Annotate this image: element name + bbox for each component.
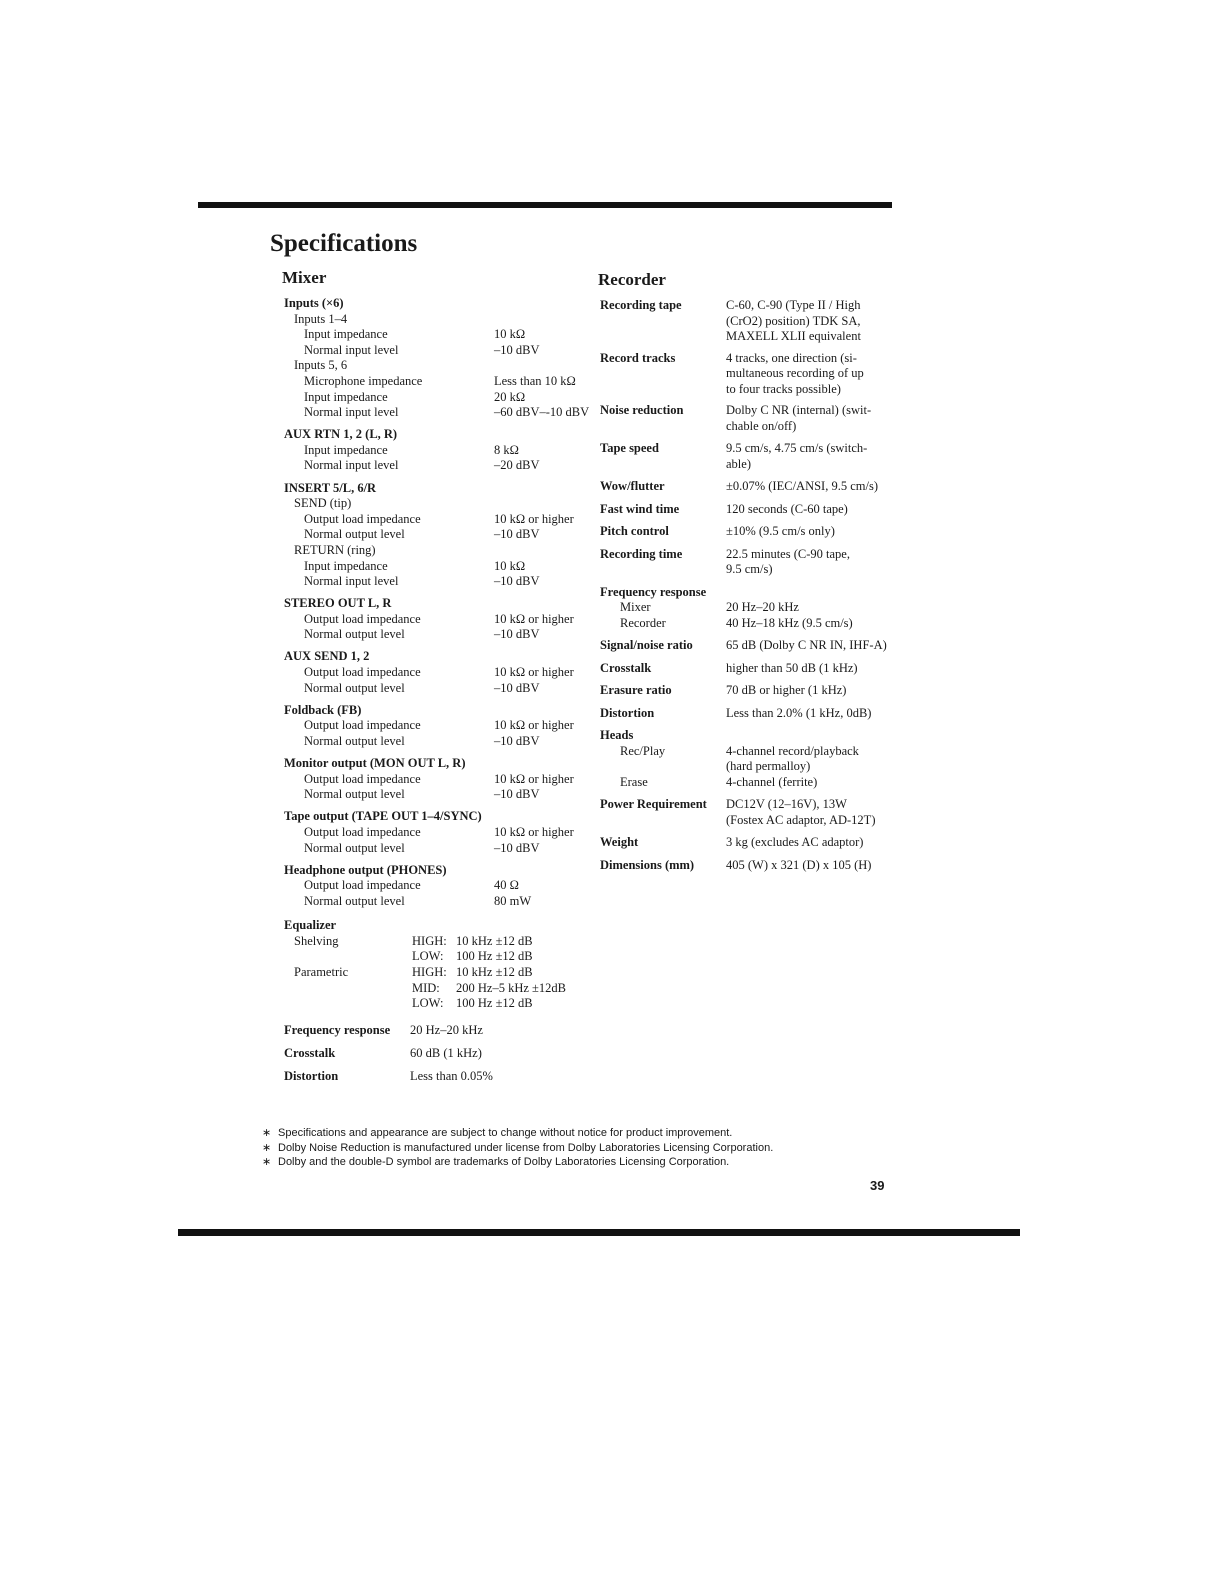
spec-value bbox=[484, 543, 584, 559]
spec-value: –10 dBV bbox=[494, 787, 540, 802]
spec-label: Inputs 1–4 bbox=[294, 311, 348, 326]
spec-label: Output load impedance bbox=[304, 511, 421, 526]
spec-value-line: DC12V (12–16V), 13W bbox=[726, 797, 847, 811]
spec-label: Recording tape bbox=[600, 298, 682, 312]
spec-value bbox=[726, 728, 888, 744]
equalizer-type: Parametric bbox=[294, 965, 349, 980]
spec-label: Output load impedance bbox=[304, 611, 421, 626]
spec-row bbox=[284, 787, 584, 803]
spec-value bbox=[484, 358, 584, 374]
spec-value-line: higher than 50 dB (1 kHz) bbox=[726, 660, 858, 675]
spec-value bbox=[726, 616, 888, 632]
spec-label: Erase bbox=[620, 774, 648, 789]
equalizer-row bbox=[284, 949, 604, 965]
spec-value bbox=[726, 441, 888, 472]
spec-value-line: 4 tracks, one direction (si- bbox=[726, 350, 857, 365]
spec-label: Output load impedance bbox=[304, 665, 421, 680]
spec-value: Less than 10 kΩ bbox=[494, 373, 576, 388]
equalizer-row bbox=[284, 965, 604, 981]
page-title: Specifications bbox=[270, 230, 418, 257]
spec-label: Normal output level bbox=[304, 627, 405, 642]
spec-value-line: 65 dB (Dolby C NR IN, IHF-A) bbox=[726, 638, 887, 652]
spec-row bbox=[284, 809, 584, 825]
equalizer-band: HIGH: bbox=[412, 933, 447, 948]
spec-label: Headphone output (PHONES) bbox=[284, 862, 447, 877]
spec-value bbox=[726, 706, 888, 722]
spec-row bbox=[284, 1042, 604, 1065]
spec-value-line: (hard permalloy) bbox=[726, 759, 811, 773]
spec-label: Output load impedance bbox=[304, 824, 421, 839]
recorder-spec-list bbox=[600, 298, 900, 873]
spec-label: Normal output level bbox=[304, 733, 405, 748]
spec-label: Recorder bbox=[620, 615, 666, 630]
spec-value bbox=[474, 596, 584, 612]
spec-row bbox=[600, 298, 900, 345]
spec-value: –10 dBV bbox=[494, 627, 540, 642]
spec-label: Frequency response bbox=[600, 584, 707, 599]
spec-value bbox=[726, 351, 888, 398]
spec-row bbox=[284, 825, 584, 841]
spec-value bbox=[726, 797, 888, 828]
mixer-heading: Mixer bbox=[282, 268, 327, 287]
spec-value bbox=[726, 744, 888, 775]
spec-row bbox=[600, 616, 900, 632]
spec-value bbox=[726, 585, 888, 601]
spec-row bbox=[600, 661, 900, 677]
spec-value: –10 dBV bbox=[494, 680, 540, 695]
footnote-text: Specifications and appearance are subject to change without notice for product improvement. bbox=[278, 1127, 733, 1139]
spec-row bbox=[284, 681, 584, 697]
spec-label: Microphone impedance bbox=[304, 373, 423, 388]
spec-value-line: 120 seconds (C-60 tape) bbox=[726, 501, 848, 516]
spec-label: Inputs 5, 6 bbox=[294, 358, 348, 373]
spec-label: AUX SEND 1, 2 bbox=[284, 649, 370, 664]
spec-value bbox=[726, 683, 888, 699]
spec-label: Erasure ratio bbox=[600, 683, 672, 697]
footnote bbox=[262, 1155, 773, 1170]
equalizer-row bbox=[284, 996, 604, 1012]
spec-value-line: 70 dB or higher (1 kHz) bbox=[726, 683, 847, 697]
spec-value bbox=[474, 756, 584, 772]
spec-row bbox=[284, 390, 584, 406]
spec-row bbox=[600, 600, 900, 616]
equalizer-band: LOW: bbox=[412, 996, 444, 1011]
spec-value: –20 dBV bbox=[494, 458, 540, 473]
spec-label: Normal output level bbox=[304, 893, 405, 908]
equalizer-type bbox=[284, 981, 412, 997]
spec-row bbox=[284, 296, 584, 312]
recorder-heading: Recorder bbox=[598, 270, 666, 289]
spec-row bbox=[284, 596, 584, 612]
equalizer-label: Equalizer bbox=[284, 918, 337, 932]
spec-value-line: 40 Hz–18 kHz (9.5 cm/s) bbox=[726, 615, 853, 630]
spec-row bbox=[284, 358, 584, 374]
spec-value: 80 mW bbox=[494, 893, 532, 908]
spec-label: Input impedance bbox=[304, 327, 388, 342]
spec-row bbox=[284, 878, 584, 894]
footnotes bbox=[262, 1126, 773, 1170]
spec-row bbox=[284, 1019, 604, 1042]
equalizer-type bbox=[284, 996, 412, 1012]
footnote bbox=[262, 1126, 773, 1141]
spec-label: Normal output level bbox=[304, 787, 405, 802]
spec-value: 20 kΩ bbox=[494, 389, 526, 404]
spec-label: Normal input level bbox=[304, 574, 399, 589]
spec-value-line: (CrO2) position) TDK SA, bbox=[726, 313, 861, 328]
spec-value bbox=[726, 638, 888, 654]
spec-value bbox=[474, 296, 584, 312]
spec-row bbox=[600, 706, 900, 722]
spec-row bbox=[600, 585, 900, 601]
spec-value bbox=[726, 524, 888, 540]
footnote-text: Dolby Noise Reduction is manufactured under license from Dolby Laboratories Licensing Corporation. bbox=[278, 1141, 774, 1154]
spec-label: Heads bbox=[600, 728, 634, 742]
spec-value-line: Less than 2.0% (1 kHz, 0dB) bbox=[726, 705, 872, 720]
spec-value-line: to four tracks possible) bbox=[726, 381, 841, 396]
spec-value-line: ±10% (9.5 cm/s only) bbox=[726, 524, 835, 538]
spec-label: Recording time bbox=[600, 546, 683, 561]
spec-label: Normal output level bbox=[304, 527, 405, 542]
spec-value: 8 kΩ bbox=[494, 442, 519, 457]
spec-label: Rec/Play bbox=[620, 743, 666, 758]
spec-row bbox=[284, 512, 584, 528]
spec-row bbox=[600, 744, 900, 775]
spec-row bbox=[600, 547, 900, 578]
spec-label: Noise reduction bbox=[600, 403, 684, 417]
spec-label: AUX RTN 1, 2 (L, R) bbox=[284, 427, 398, 442]
spec-row bbox=[284, 481, 584, 497]
spec-label: Input impedance bbox=[304, 442, 388, 457]
spec-label: Power Requirement bbox=[600, 797, 707, 811]
spec-label: Distortion bbox=[284, 1068, 339, 1083]
spec-label: Tape speed bbox=[600, 441, 659, 455]
spec-value: 10 kΩ bbox=[494, 327, 526, 342]
asterisk-icon: ∗ bbox=[262, 1141, 272, 1154]
spec-row bbox=[284, 734, 584, 750]
spec-row bbox=[284, 443, 584, 459]
spec-value: –10 dBV bbox=[494, 840, 540, 855]
spec-label: Weight bbox=[600, 835, 639, 849]
spec-row bbox=[284, 574, 584, 590]
spec-label: Crosstalk bbox=[600, 660, 652, 675]
spec-value-line: 9.5 cm/s, 4.75 cm/s (switch- bbox=[726, 441, 868, 455]
spec-label: Input impedance bbox=[304, 558, 388, 573]
equalizer-type bbox=[284, 949, 412, 965]
spec-value-line bbox=[726, 728, 888, 744]
spec-label: Signal/noise ratio bbox=[600, 638, 693, 652]
footnote bbox=[262, 1141, 773, 1156]
spec-label: Tape output (TAPE OUT 1–4/SYNC) bbox=[284, 809, 482, 824]
spec-row bbox=[284, 703, 584, 719]
spec-row bbox=[600, 683, 900, 699]
spec-value bbox=[474, 703, 584, 719]
spec-label: Inputs (×6) bbox=[284, 296, 344, 310]
asterisk-icon: ∗ bbox=[262, 1156, 272, 1169]
spec-label: Normal output level bbox=[304, 680, 405, 695]
spec-label: Output load impedance bbox=[304, 718, 421, 733]
spec-value: 10 kΩ or higher bbox=[494, 771, 574, 786]
equalizer-value: 10 kHz ±12 dB bbox=[456, 933, 533, 948]
spec-value-line: multaneous recording of up bbox=[726, 366, 864, 380]
spec-value bbox=[474, 427, 584, 443]
spec-value-line: 405 (W) x 321 (D) x 105 (H) bbox=[726, 857, 872, 872]
spec-row bbox=[600, 479, 900, 495]
spec-value: 10 kΩ or higher bbox=[494, 718, 574, 733]
spec-value bbox=[726, 502, 888, 518]
spec-value: 10 kΩ or higher bbox=[494, 611, 574, 626]
equalizer-value: 100 Hz ±12 dB bbox=[456, 949, 533, 964]
spec-value-line: 3 kg (excludes AC adaptor) bbox=[726, 835, 864, 849]
footnote-text: Dolby and the double-D symbol are trademarks of Dolby Laboratories Licensing Corporation. bbox=[278, 1156, 730, 1169]
spec-row bbox=[284, 894, 584, 910]
spec-row bbox=[284, 427, 584, 443]
spec-label: INSERT 5/L, 6/R bbox=[284, 480, 377, 495]
spec-value-line: Dolby C NR (internal) (swit- bbox=[726, 403, 872, 417]
spec-value-line: 22.5 minutes (C-90 tape, bbox=[726, 546, 850, 561]
spec-label: Normal output level bbox=[304, 840, 405, 855]
spec-value bbox=[726, 661, 888, 677]
spec-value-line: (Fostex AC adaptor, AD-12T) bbox=[726, 812, 876, 827]
spec-row bbox=[284, 543, 584, 559]
spec-value-line: chable on/off) bbox=[726, 418, 797, 433]
equalizer-band: MID: bbox=[412, 980, 440, 995]
spec-value-line bbox=[726, 585, 888, 601]
spec-row bbox=[284, 612, 584, 628]
top-rule bbox=[198, 202, 892, 208]
equalizer-type: Shelving bbox=[294, 933, 339, 948]
spec-label: Normal input level bbox=[304, 458, 399, 473]
spec-row bbox=[284, 841, 584, 857]
spec-row bbox=[284, 863, 584, 879]
spec-label: Output load impedance bbox=[304, 771, 421, 786]
spec-row bbox=[284, 649, 584, 665]
spec-value bbox=[474, 809, 584, 825]
spec-label: Crosstalk bbox=[284, 1045, 336, 1060]
spec-label: Distortion bbox=[600, 705, 655, 720]
spec-label: Wow/flutter bbox=[600, 479, 665, 493]
spec-value bbox=[726, 547, 888, 578]
spec-row bbox=[284, 312, 584, 328]
spec-row bbox=[284, 496, 584, 512]
spec-value: Less than 0.05% bbox=[410, 1068, 493, 1083]
spec-row bbox=[284, 665, 584, 681]
spec-value bbox=[726, 858, 888, 874]
spec-label: Dimensions (mm) bbox=[600, 857, 695, 872]
bottom-rule bbox=[178, 1229, 1020, 1236]
spec-value: 40 Ω bbox=[494, 878, 519, 893]
spec-row bbox=[284, 327, 584, 343]
spec-row bbox=[284, 1065, 604, 1088]
spec-value: 10 kΩ or higher bbox=[494, 824, 574, 839]
spec-row bbox=[284, 756, 584, 772]
spec-value: 10 kΩ or higher bbox=[494, 511, 574, 526]
spec-label: Output load impedance bbox=[304, 878, 421, 893]
spec-label: Foldback (FB) bbox=[284, 702, 362, 717]
spec-row bbox=[284, 772, 584, 788]
spec-label: Input impedance bbox=[304, 389, 388, 404]
page-number: 39 bbox=[870, 1178, 885, 1193]
spec-value-line: C-60, C-90 (Type II / High bbox=[726, 298, 861, 312]
spec-value: –10 dBV bbox=[494, 733, 540, 748]
spec-row bbox=[600, 728, 900, 744]
spec-value: –10 dBV bbox=[494, 527, 540, 542]
equalizer-row bbox=[284, 934, 604, 950]
spec-value bbox=[474, 863, 584, 879]
spec-row bbox=[600, 797, 900, 828]
spec-row bbox=[600, 351, 900, 398]
spec-row bbox=[600, 835, 900, 851]
spec-value-line: able) bbox=[726, 456, 751, 471]
equalizer-band: LOW: bbox=[412, 949, 444, 964]
spec-row bbox=[600, 638, 900, 654]
equalizer-value: 100 Hz ±12 dB bbox=[456, 996, 533, 1011]
spec-row bbox=[284, 718, 584, 734]
spec-row bbox=[600, 502, 900, 518]
spec-value bbox=[726, 298, 888, 345]
equalizer-value: 10 kHz ±12 dB bbox=[456, 965, 533, 980]
equalizer-row bbox=[284, 981, 604, 997]
spec-value-line: 4-channel record/playback bbox=[726, 743, 859, 758]
spec-label: Pitch control bbox=[600, 524, 669, 538]
spec-row bbox=[600, 441, 900, 472]
spec-row bbox=[284, 374, 584, 390]
spec-value-line: 9.5 cm/s) bbox=[726, 562, 773, 576]
spec-row bbox=[600, 524, 900, 540]
spec-row bbox=[284, 343, 584, 359]
spec-value bbox=[726, 403, 888, 434]
spec-label: Normal input level bbox=[304, 342, 399, 357]
equalizer-band: HIGH: bbox=[412, 965, 447, 980]
spec-value bbox=[726, 775, 888, 791]
spec-value bbox=[484, 496, 584, 512]
mixer-spec-list bbox=[284, 296, 590, 909]
spec-value: –10 dBV bbox=[494, 574, 540, 589]
spec-label: Fast wind time bbox=[600, 501, 680, 516]
spec-row bbox=[600, 858, 900, 874]
spec-value-line: 20 Hz–20 kHz bbox=[726, 600, 799, 614]
mixer-summary-list bbox=[284, 1019, 604, 1087]
spec-row bbox=[284, 458, 584, 474]
spec-row bbox=[284, 527, 584, 543]
spec-value bbox=[726, 835, 888, 851]
asterisk-icon: ∗ bbox=[262, 1127, 272, 1139]
spec-row bbox=[284, 627, 584, 643]
spec-value: 10 kΩ or higher bbox=[494, 665, 574, 680]
spec-value: 10 kΩ bbox=[494, 558, 526, 573]
equalizer-block bbox=[284, 918, 604, 1012]
spec-value bbox=[726, 600, 888, 616]
spec-row bbox=[284, 559, 584, 575]
spec-value-line: 4-channel (ferrite) bbox=[726, 774, 818, 789]
spec-value: –60 dBV–-10 dBV bbox=[494, 405, 590, 420]
spec-value-line: MAXELL XLII equivalent bbox=[726, 329, 861, 343]
spec-label: Normal input level bbox=[304, 405, 399, 420]
spec-value bbox=[474, 649, 584, 665]
spec-label: SEND (tip) bbox=[294, 496, 352, 511]
equalizer-value: 200 Hz–5 kHz ±12dB bbox=[456, 980, 566, 995]
spec-label: RETURN (ring) bbox=[294, 542, 376, 557]
spec-value: 20 Hz–20 kHz bbox=[410, 1023, 483, 1037]
spec-value bbox=[484, 312, 584, 328]
spec-label: Record tracks bbox=[600, 350, 676, 365]
spec-label: STEREO OUT L, R bbox=[284, 596, 392, 611]
spec-value bbox=[726, 479, 888, 495]
spec-row bbox=[600, 775, 900, 791]
spec-row bbox=[600, 403, 900, 434]
spec-row bbox=[284, 405, 590, 421]
spec-value bbox=[474, 481, 584, 497]
spec-value: 60 dB (1 kHz) bbox=[410, 1045, 482, 1060]
spec-label: Monitor output (MON OUT L, R) bbox=[284, 756, 466, 771]
spec-value: –10 dBV bbox=[494, 342, 540, 357]
spec-label: Mixer bbox=[620, 600, 651, 614]
spec-value-line: ±0.07% (IEC/ANSI, 9.5 cm/s) bbox=[726, 479, 878, 493]
spec-label: Frequency response bbox=[284, 1023, 391, 1037]
